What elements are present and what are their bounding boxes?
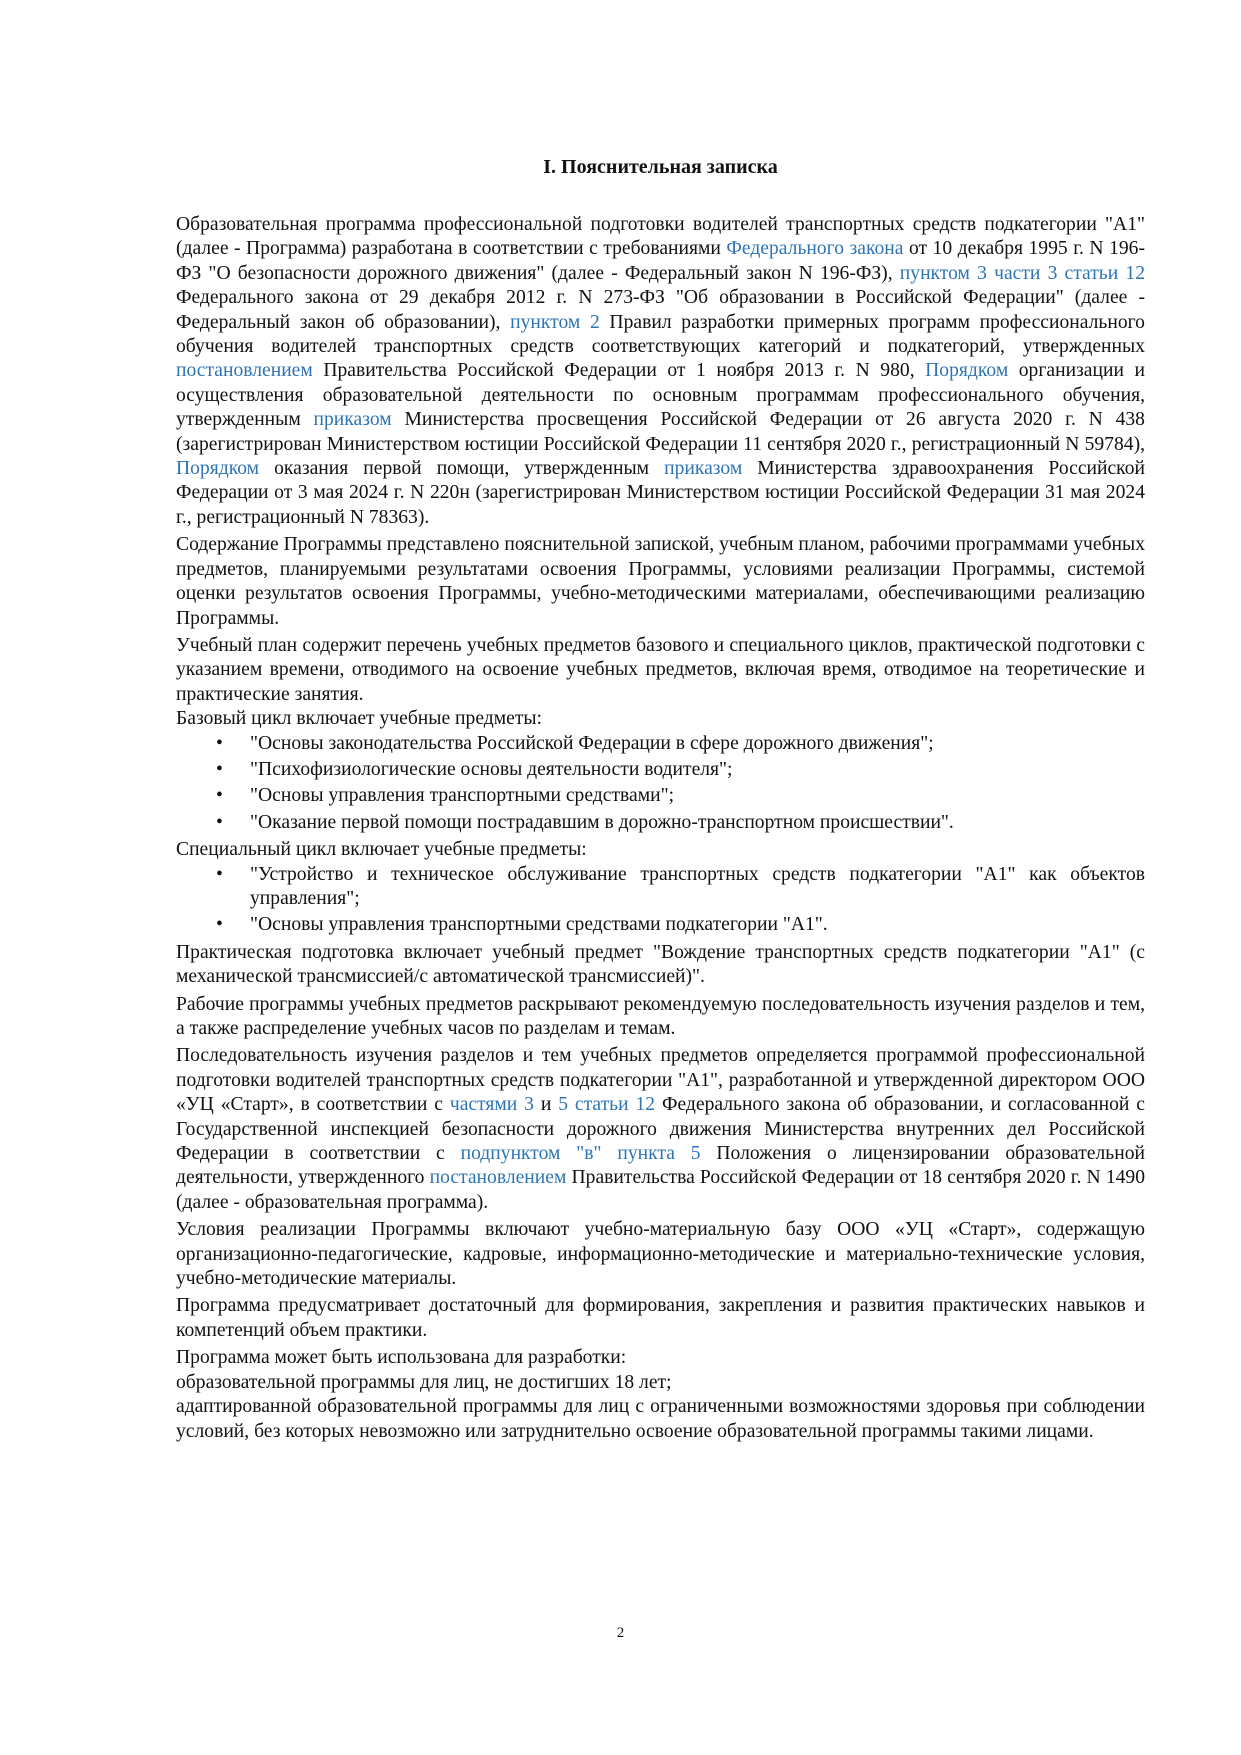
bullet-icon: •: [216, 863, 223, 885]
list-item: [176, 811, 1145, 835]
paragraph-usage-intro: Программа может быть использована для разработки:: [176, 1347, 627, 1369]
paragraph-work-programs: Рабочие программы учебных предметов раскрывают рекомендуемую последовательность изучения разделов и тем, а также распределение учебных часов по разделам и темам.: [176, 993, 1145, 1039]
list-item-text: "Основы законодательства Российской Федерации в сфере дорожного движения";: [250, 732, 934, 754]
text: от 10 декабря 1995 г. N 196-ФЗ "О безопасности дорожного движения" (далее - Федеральный закон N 196-ФЗ),: [176, 238, 1145, 284]
paragraph-legal-basis: [176, 213, 1145, 530]
paragraph-practice-volume: Программа предусматривает достаточный для формирования, закрепления и развития практических навыков и компетенций объем практики.: [176, 1295, 1145, 1341]
link-procedure-education[interactable]: Порядком: [925, 360, 1009, 382]
text: Правительства Российской Федерации от 18 сентября 2020 г. N 1490 (далее - образовательная программа).: [176, 1167, 1146, 1213]
text: Министерства просвещения Российской Федерации от 26 августа 2020 г. N 438 (зарегистрирован Министерством юстиции Российской Федерации 11 сентября 2020 г., регистрационный N 59784),: [176, 409, 1145, 455]
paragraph-program-content: Содержание Программы представлено пояснительной запиской, учебным планом, рабочими программами учебных предметов, планируемыми результатами освоения Программы, условиями реализации Программы, системой оценки результатов освоения Программы, учебно-методическими материалами, обеспечивающими реализацию Программы.: [176, 534, 1145, 629]
bullet-icon: •: [216, 811, 223, 833]
link-article-12-part-5[interactable]: 5 статьи 12: [558, 1094, 656, 1116]
link-article-12-part-3[interactable]: пунктом 3 части 3 статьи 12: [899, 262, 1145, 284]
base-cycle-intro: Базовый цикл включает учебные предметы:: [176, 708, 543, 730]
list-item-text: "Оказание первой помощи пострадавшим в дорожно-транспортном происшествии".: [250, 811, 954, 833]
bullet-icon: •: [216, 914, 223, 936]
list-item-text: "Психофизиологические основы деятельности водителя";: [250, 758, 733, 780]
list-item: [176, 784, 1145, 808]
text: Правительства Российской Федерации от 1 ноября 2013 г. N 980,: [312, 360, 926, 382]
link-order-220n[interactable]: приказом: [664, 458, 743, 480]
paragraph-usage-minors: образовательной программы для лиц, не достигших 18 лет;: [176, 1371, 672, 1393]
text: Образовательная программа профессиональной подготовки водителей транспортных средств подкатегории "А1" (далее - Программа) разработана в соответствии с требованиями: [176, 214, 1145, 260]
text: Федерального закона от 29 декабря 2012 г. N 273-ФЗ "Об образовании в Российской Федерации" (далее - Федеральный закон об образовании),: [176, 287, 1145, 333]
link-resolution-1490[interactable]: постановлением: [429, 1167, 567, 1189]
page-number: 2: [616, 1625, 625, 1641]
link-federal-law-196[interactable]: Федерального закона: [726, 238, 904, 260]
paragraph-curriculum: Учебный план содержит перечень учебных предметов базового и специального циклов, практической подготовки с указанием времени, отводимого на освоение учебных предметов, включая время, отводимое на теоретические и практические занятия.: [176, 634, 1145, 705]
list-item: [176, 758, 1145, 782]
paragraph-sequence: [176, 1044, 1145, 1215]
special-cycle-intro: Специальный цикл включает учебные предметы:: [176, 839, 587, 861]
list-item-text: "Устройство и техническое обслуживание транспортных средств подкатегории "А1" как объектов управления";: [250, 863, 1145, 909]
text: оказания первой помощи, утвержденным: [259, 458, 665, 480]
bullet-icon: •: [216, 732, 223, 754]
link-resolution-980[interactable]: постановлением: [176, 360, 313, 382]
paragraph-implementation-conditions: Условия реализации Программы включают учебно-материальную базу ООО «УЦ «Старт», содержащую организационно-педагогические, кадровые, информационно-методические и материально-технические условия, учебно-методические материалы.: [176, 1219, 1145, 1290]
paragraph-practical-training: Практическая подготовка включает учебный предмет "Вождение транспортных средств подкатегории "А1" (с механической трансмиссией/с автоматической трансмиссией)".: [176, 941, 1145, 988]
link-order-438[interactable]: приказом: [313, 409, 392, 431]
link-procedure-first-aid[interactable]: Порядком: [176, 458, 260, 480]
special-cycle-list: [176, 863, 1145, 938]
text: Министерства здравоохранения Российской Федерации от 3 мая 2024 г. N 220н (зарегистрирован Министерством юстиции Российской Федерации 31 мая 2024 г., регистрационный N 78363).: [176, 458, 1145, 528]
list-item-text: "Основы управления транспортными средствами подкатегории "А1".: [250, 914, 828, 936]
link-item-2-rules[interactable]: пунктом 2: [510, 311, 600, 333]
document-page: [176, 155, 1145, 1447]
list-item-text: "Основы управления транспортными средствами";: [250, 785, 675, 807]
paragraph-usage-adapted: адаптированной образовательной программы для лиц с ограниченными возможностями здоровья при соблюдении условий, без которых невозможно или затруднительно освоение образовательной программы такими лицами.: [176, 1396, 1145, 1442]
bullet-icon: •: [216, 785, 223, 807]
text: Правил разработки примерных программ профессионального обучения водителей транспортных средств соответствующих категорий и подкатегорий, утвержденных: [176, 311, 1145, 358]
section-title: I. Пояснительная записка: [543, 156, 778, 178]
base-cycle-list: [176, 732, 1145, 836]
text: организации и осуществления образовательной деятельности по основным программам профессионального обучения, утвержденным: [176, 360, 1145, 431]
text: Положения о лицензировании образовательной деятельности, утвержденного: [176, 1143, 1145, 1189]
list-item: [176, 732, 1145, 756]
text: Федерального закона об образовании, и согласованной с Государственной инспекцией безопасности дорожного движения Министерства внутренних дел Российской Федерации в соответствии с: [176, 1094, 1145, 1165]
link-parts-3[interactable]: частями 3: [449, 1094, 534, 1116]
text: и: [533, 1094, 559, 1116]
list-item: [176, 863, 1145, 912]
text: Последовательность изучения разделов и тем учебных предметов определяется программой профессиональной подготовки водителей транспортных средств подкатегории "А1", разработанной и утвержденной директором ООО «УЦ «Старт», в соответствии с: [176, 1045, 1145, 1116]
list-item: [176, 913, 1145, 937]
link-subitem-v-item-5[interactable]: подпунктом "в" пункта 5: [460, 1143, 701, 1165]
bullet-icon: •: [216, 758, 223, 780]
